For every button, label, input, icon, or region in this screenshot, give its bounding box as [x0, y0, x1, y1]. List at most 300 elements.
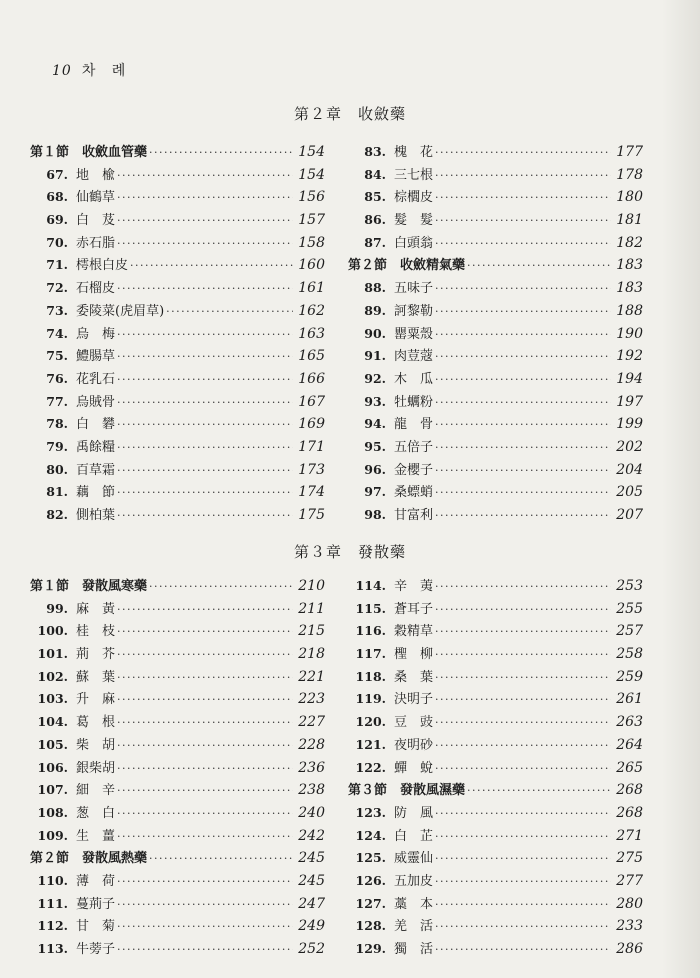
- entry-page: 268: [616, 804, 643, 821]
- dot-leader: [117, 712, 293, 735]
- entry-name: 辛 荑: [394, 579, 434, 594]
- dot-leader: [117, 324, 293, 347]
- dot-leader: [117, 210, 293, 233]
- toc-entry-row: [30, 825, 325, 848]
- entry-name: 石榴皮: [76, 281, 116, 297]
- entry-number: 96.: [364, 461, 386, 477]
- toc-entry-row: [30, 436, 325, 459]
- toc-entry-row: [348, 575, 643, 598]
- entry-page: 215: [298, 623, 325, 640]
- toc-entry-row: [348, 459, 643, 482]
- entry-page: 240: [298, 804, 325, 821]
- toc-entry-row: [30, 254, 325, 277]
- entry-page: 247: [298, 895, 325, 912]
- entry-page: 271: [616, 827, 643, 844]
- entry-name: 仙鶴草: [76, 190, 116, 206]
- dot-leader: [435, 346, 611, 369]
- toc-entry-row: [348, 504, 643, 527]
- entry-number: 114.: [355, 578, 386, 593]
- entry-name: 蟬 蛻: [394, 760, 434, 776]
- entry-number: 110.: [37, 872, 68, 888]
- entry-name: 樗根白皮: [76, 258, 129, 274]
- entry-number: 108.: [37, 804, 68, 820]
- entry-number: 125.: [355, 850, 386, 866]
- entry-name: 蔓荊子: [76, 896, 116, 912]
- dot-leader: [117, 826, 293, 849]
- toc-entry-row: [348, 893, 643, 916]
- entry-name: 藕 節: [76, 485, 116, 501]
- dot-leader: [117, 437, 293, 460]
- running-header: [52, 60, 131, 80]
- entry-name: 木 瓜: [394, 371, 434, 387]
- entry-name: 牡蠣粉: [394, 394, 434, 410]
- entry-page: 255: [616, 600, 643, 617]
- toc-entry-row: [348, 345, 643, 368]
- toc-entry-row: [348, 481, 643, 504]
- entry-number: 95.: [364, 438, 386, 454]
- toc-entry-row: [30, 504, 325, 527]
- toc-entry-row: [348, 643, 643, 666]
- toc-entry-row: [348, 598, 643, 621]
- toc-entry-row: [30, 666, 325, 689]
- entry-page: 190: [616, 325, 643, 342]
- toc-entry-row: [30, 779, 325, 802]
- dot-leader: [117, 233, 293, 256]
- entry-page: 218: [298, 646, 325, 663]
- entry-number: 106.: [37, 759, 68, 775]
- entry-name: 決明子: [394, 692, 434, 708]
- entry-name: 豆 豉: [394, 715, 434, 731]
- entry-number: 100.: [37, 623, 68, 639]
- entry-name: 百草霜: [76, 462, 116, 478]
- entry-page: 205: [616, 484, 643, 501]
- entry-name: 威靈仙: [394, 851, 434, 867]
- entry-name: 金櫻子: [394, 462, 434, 478]
- dot-leader: [435, 392, 611, 415]
- toc-section-row: [348, 779, 643, 802]
- dot-leader: [435, 712, 611, 735]
- entry-name: 花乳石: [76, 371, 116, 387]
- toc-entry-row: [348, 688, 643, 711]
- entry-name: 夜明砂: [394, 737, 434, 753]
- entry-number: 85.: [364, 189, 386, 205]
- entry-number: 92.: [364, 370, 386, 386]
- entry-number: 126.: [355, 872, 386, 888]
- entry-number: 118.: [355, 668, 386, 684]
- entry-number: 113.: [37, 941, 68, 956]
- entry-name: 五味子: [394, 281, 434, 297]
- toc-section-row: [348, 254, 643, 277]
- entry-name: 訶黎勒: [394, 303, 434, 319]
- dot-leader: [435, 826, 611, 849]
- entry-number: 121.: [355, 736, 386, 752]
- dot-leader: [117, 871, 293, 894]
- entry-page: 227: [298, 714, 325, 731]
- chapter-2-right-column: [348, 141, 643, 527]
- entry-page: 249: [298, 918, 325, 935]
- entry-page: 160: [298, 257, 325, 274]
- entry-page: 261: [616, 691, 643, 708]
- entry-page: 174: [298, 484, 325, 501]
- dot-leader: [435, 894, 611, 917]
- entry-number: 71.: [46, 257, 68, 273]
- entry-number: 97.: [364, 484, 386, 500]
- section-label: 第１節 收斂血管藥: [30, 145, 148, 160]
- entry-number: 103.: [37, 691, 68, 707]
- entry-number: 128.: [355, 918, 386, 934]
- dot-leader: [117, 916, 293, 939]
- entry-name: 檉 柳: [394, 647, 434, 663]
- toc-entry-row: [348, 186, 643, 209]
- entry-name: 白 芨: [76, 213, 116, 229]
- dot-leader: [117, 939, 293, 962]
- entry-page: 180: [616, 189, 643, 206]
- section-label: 第１節 發散風寒藥: [30, 579, 148, 594]
- toc-entry-row: [30, 643, 325, 666]
- dot-leader: [149, 142, 293, 165]
- entry-name: 禹餘糧: [76, 439, 116, 455]
- toc-entry-row: [30, 757, 325, 780]
- entry-number: 84.: [364, 166, 386, 182]
- toc-entry-row: [348, 300, 643, 323]
- entry-number: 117.: [355, 646, 386, 662]
- entry-number: 93.: [364, 393, 386, 409]
- chapter-2-title: 第２章 收斂藥: [293, 105, 406, 123]
- toc-entry-row: [30, 734, 325, 757]
- entry-name: 赤石脂: [76, 235, 116, 251]
- entry-page: 233: [616, 918, 643, 935]
- dot-leader: [149, 576, 293, 599]
- entry-number: 119.: [355, 691, 386, 707]
- entry-number: 115.: [355, 600, 386, 616]
- dot-leader: [117, 505, 293, 528]
- entry-name: 白 礬: [76, 417, 116, 433]
- dot-leader: [435, 803, 611, 826]
- entry-page: 242: [298, 827, 325, 844]
- entry-number: 123.: [355, 804, 386, 820]
- dot-leader: [435, 165, 611, 188]
- entry-page: 207: [616, 507, 643, 523]
- toc-entry-row: [30, 164, 325, 187]
- toc-entry-row: [30, 620, 325, 643]
- entry-number: 104.: [37, 714, 68, 730]
- entry-name: 牛蒡子: [76, 942, 116, 957]
- toc-entry-row: [30, 391, 325, 414]
- toc-entry-row: [30, 481, 325, 504]
- toc-entry-row: [30, 915, 325, 938]
- entry-number: 89.: [364, 302, 386, 318]
- entry-page: 211: [298, 600, 325, 617]
- entry-name: 三七根: [394, 167, 434, 183]
- entry-number: 74.: [46, 325, 68, 341]
- chapter-2-left-column: [30, 141, 325, 527]
- entry-name: 細 辛: [76, 783, 116, 799]
- toc-entry-row: [348, 323, 643, 346]
- entry-page: 228: [298, 736, 325, 753]
- entry-page: 178: [616, 166, 643, 183]
- entry-page: 197: [616, 393, 643, 410]
- dot-leader: [117, 894, 293, 917]
- dot-leader: [435, 505, 611, 528]
- dot-leader: [117, 803, 293, 826]
- entry-number: 111.: [37, 895, 68, 911]
- entry-number: 99.: [46, 600, 68, 616]
- entry-name: 銀柴胡: [76, 760, 116, 776]
- toc-entry-row: [30, 688, 325, 711]
- entry-page: 202: [616, 438, 643, 455]
- entry-number: 78.: [46, 416, 68, 432]
- dot-leader: [435, 599, 611, 622]
- entry-page: 280: [616, 895, 643, 912]
- section-label: 第２節 發散風熱藥: [30, 851, 148, 867]
- entry-page: 167: [298, 393, 325, 410]
- entry-number: 82.: [46, 507, 68, 522]
- entry-name: 烏 梅: [76, 326, 116, 342]
- toc-entry-row: [30, 209, 325, 232]
- entry-page: 221: [298, 668, 325, 685]
- dot-leader: [435, 142, 611, 165]
- dot-leader: [435, 278, 611, 301]
- entry-number: 94.: [364, 416, 386, 432]
- dot-leader: [117, 414, 293, 437]
- page-edge-shadow: [662, 0, 700, 978]
- dot-leader: [435, 437, 611, 460]
- dot-leader: [435, 758, 611, 781]
- dot-leader: [435, 871, 611, 894]
- entry-number: 109.: [37, 827, 68, 843]
- entry-page: 182: [616, 234, 643, 251]
- entry-number: 88.: [364, 280, 386, 296]
- chapter-3-right-column: [348, 575, 643, 961]
- dot-leader: [435, 621, 611, 644]
- toc-entry-row: [348, 734, 643, 757]
- entry-name: 薄 荷: [76, 873, 116, 889]
- toc-entry-row: [30, 345, 325, 368]
- entry-number: 70.: [46, 234, 68, 250]
- toc-entry-row: [348, 802, 643, 825]
- header-word: 차 례: [81, 63, 132, 79]
- entry-name: 荊 芥: [76, 647, 116, 663]
- entry-number: 112.: [37, 918, 68, 934]
- toc-entry-row: [348, 666, 643, 689]
- entry-number: 81.: [46, 484, 68, 500]
- toc-entry-row: [30, 277, 325, 300]
- entry-number: 87.: [364, 234, 386, 250]
- dot-leader: [117, 667, 293, 690]
- dot-leader: [117, 599, 293, 622]
- entry-page: 199: [616, 416, 643, 433]
- toc-entry-row: [30, 186, 325, 209]
- dot-leader: [117, 758, 293, 781]
- section-label: 第３節 發散風濕藥: [348, 783, 466, 799]
- toc-entry-row: [348, 915, 643, 938]
- entry-page: 263: [616, 714, 643, 731]
- entry-page: 268: [616, 782, 643, 799]
- entry-name: 桑 葉: [394, 669, 434, 685]
- dot-leader: [435, 324, 611, 347]
- entry-page: 169: [298, 416, 325, 433]
- entry-number: 116.: [355, 623, 386, 639]
- toc-entry-row: [348, 757, 643, 780]
- entry-name: 獨 活: [394, 942, 434, 957]
- entry-name: 槐 花: [394, 145, 434, 160]
- entry-number: 107.: [37, 782, 68, 798]
- entry-page: 265: [616, 759, 643, 776]
- dot-leader: [435, 939, 611, 962]
- entry-page: 192: [616, 348, 643, 365]
- entry-page: 183: [616, 257, 643, 274]
- entry-page: 154: [298, 166, 325, 183]
- dot-leader: [435, 644, 611, 667]
- dot-leader: [435, 848, 611, 871]
- dot-leader: [117, 621, 293, 644]
- entry-name: 五加皮: [394, 873, 434, 889]
- toc-entry-row: [348, 620, 643, 643]
- toc-entry-row: [348, 413, 643, 436]
- entry-name: 葱 白: [76, 805, 116, 821]
- toc-section-row: [30, 141, 325, 164]
- entry-number: 101.: [37, 646, 68, 662]
- chapter-3-title: 第３章 發散藥: [293, 543, 406, 561]
- entry-name: 甘富利: [394, 508, 434, 523]
- toc-entry-row: [30, 459, 325, 482]
- entry-number: 102.: [37, 668, 68, 684]
- toc-entry-row: [348, 164, 643, 187]
- toc-entry-row: [30, 938, 325, 961]
- toc-entry-row: [348, 711, 643, 734]
- entry-page: 259: [616, 668, 643, 685]
- entry-name: 升 麻: [76, 692, 116, 708]
- entry-name: 柴 胡: [76, 737, 116, 753]
- page-number: 10: [52, 63, 72, 79]
- dot-leader: [117, 780, 293, 803]
- entry-name: 藁 本: [394, 896, 434, 912]
- entry-name: 五倍子: [394, 439, 434, 455]
- entry-page: 245: [298, 850, 325, 867]
- entry-page: 157: [298, 212, 325, 229]
- toc-entry-row: [348, 847, 643, 870]
- entry-page: 154: [298, 144, 325, 160]
- entry-page: 286: [616, 941, 643, 957]
- entry-name: 防 風: [394, 805, 434, 821]
- entry-name: 烏賊骨: [76, 394, 116, 410]
- entry-number: 127.: [355, 895, 386, 911]
- toc-entry-row: [30, 323, 325, 346]
- entry-name: 肉荳蔻: [394, 349, 434, 365]
- entry-number: 86.: [364, 212, 386, 228]
- entry-page: 162: [298, 302, 325, 319]
- toc-entry-row: [348, 391, 643, 414]
- dot-leader: [130, 255, 293, 278]
- toc-entry-row: [30, 802, 325, 825]
- dot-leader: [435, 460, 611, 483]
- dot-leader: [166, 301, 293, 324]
- entry-page: 223: [298, 691, 325, 708]
- toc-entry-row: [30, 598, 325, 621]
- entry-page: 166: [298, 370, 325, 387]
- entry-page: 161: [298, 280, 325, 297]
- dot-leader: [117, 165, 293, 188]
- dot-leader: [117, 278, 293, 301]
- toc-entry-row: [348, 141, 643, 164]
- chapter-3-left-column: [30, 575, 325, 961]
- dot-leader: [435, 301, 611, 324]
- entry-page: 163: [298, 325, 325, 342]
- dot-leader: [435, 369, 611, 392]
- entry-number: 69.: [46, 212, 68, 228]
- entry-name: 麻 黃: [76, 601, 116, 617]
- entry-page: 252: [298, 941, 325, 957]
- dot-leader: [467, 255, 611, 278]
- toc-entry-row: [30, 711, 325, 734]
- toc-entry-row: [30, 413, 325, 436]
- entry-name: 白頭翁: [394, 235, 434, 251]
- toc-entry-row: [348, 870, 643, 893]
- dot-leader: [435, 667, 611, 690]
- dot-leader: [435, 414, 611, 437]
- dot-leader: [149, 848, 293, 871]
- toc-entry-row: [348, 825, 643, 848]
- entry-name: 桂 枝: [76, 624, 116, 640]
- entry-number: 83.: [364, 144, 386, 159]
- entry-page: 253: [616, 578, 643, 594]
- entry-name: 生 薑: [76, 828, 116, 844]
- entry-page: 245: [298, 872, 325, 889]
- dot-leader: [117, 369, 293, 392]
- entry-page: 156: [298, 189, 325, 206]
- entry-page: 275: [616, 850, 643, 867]
- entry-number: 80.: [46, 461, 68, 477]
- entry-number: 122.: [355, 759, 386, 775]
- entry-page: 188: [616, 302, 643, 319]
- toc-entry-row: [30, 232, 325, 255]
- dot-leader: [435, 735, 611, 758]
- entry-name: 甘 菊: [76, 919, 116, 935]
- entry-page: 238: [298, 782, 325, 799]
- section-label: 第２節 收斂精氣藥: [348, 258, 466, 274]
- entry-number: 76.: [46, 370, 68, 386]
- toc-entry-row: [348, 368, 643, 391]
- entry-number: 120.: [355, 714, 386, 730]
- entry-number: 73.: [46, 302, 68, 318]
- toc-entry-row: [348, 938, 643, 961]
- entry-page: 165: [298, 348, 325, 365]
- entry-page: 277: [616, 872, 643, 889]
- entry-page: 210: [298, 578, 325, 594]
- dot-leader: [435, 210, 611, 233]
- entry-page: 236: [298, 759, 325, 776]
- toc-entry-row: [348, 277, 643, 300]
- dot-leader: [435, 233, 611, 256]
- entry-number: 68.: [46, 189, 68, 205]
- entry-name: 蒼耳子: [394, 601, 434, 617]
- entry-name: 地 楡: [76, 167, 116, 183]
- entry-name: 側柏葉: [76, 508, 116, 523]
- dot-leader: [435, 576, 611, 599]
- dot-leader: [467, 780, 611, 803]
- entry-name: 髮 髮: [394, 213, 434, 229]
- toc-entry-row: [30, 870, 325, 893]
- toc-entry-row: [30, 893, 325, 916]
- entry-number: 105.: [37, 736, 68, 752]
- dot-leader: [117, 735, 293, 758]
- dot-leader: [117, 460, 293, 483]
- entry-name: 穀精草: [394, 624, 434, 640]
- entry-name: 羌 活: [394, 919, 434, 935]
- dot-leader: [117, 392, 293, 415]
- dot-leader: [435, 187, 611, 210]
- entry-name: 罌粟殼: [394, 326, 434, 342]
